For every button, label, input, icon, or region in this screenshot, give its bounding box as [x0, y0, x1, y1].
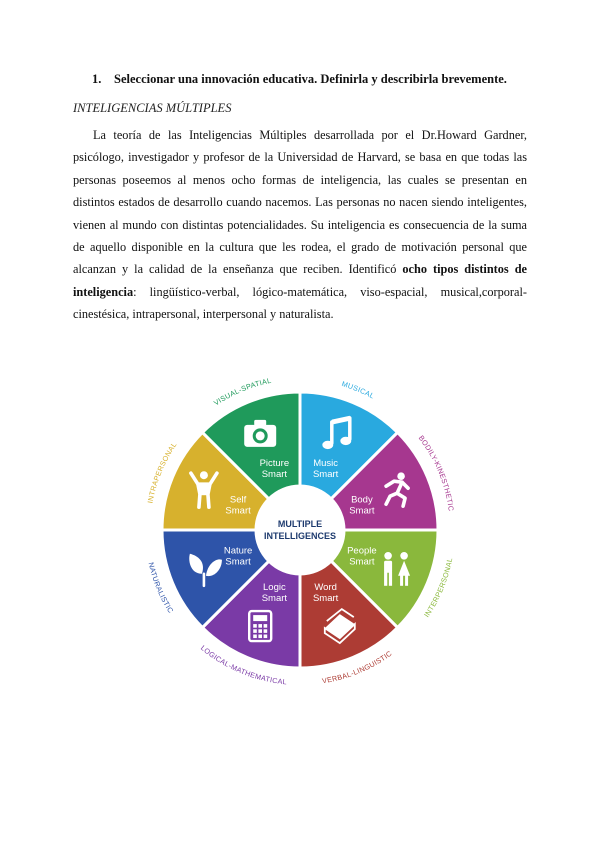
segment-sublabel: Smart	[225, 505, 251, 517]
multiple-intelligences-wheel	[140, 370, 460, 690]
segment-outer-label: NATURALISTIC	[146, 561, 176, 615]
segment-sublabel: Smart	[312, 592, 339, 604]
wheel-graphic	[140, 370, 460, 690]
segment-outer-label: MUSICAL	[340, 379, 377, 401]
center-circle	[258, 488, 342, 572]
section-heading	[92, 72, 507, 87]
segment-outer-label: BODILY-KINESTHETIC	[416, 433, 456, 512]
heading-number: 1.	[92, 72, 102, 86]
segment-label: Picture	[259, 458, 290, 470]
heading-text: Seleccionar una innovación educativa. Definirla y describirla brevemente.	[114, 72, 507, 86]
segment-label: People	[347, 545, 377, 557]
segment-label: Body	[351, 494, 373, 506]
segment-label: Nature	[223, 545, 253, 557]
segment-label: Word	[314, 581, 337, 593]
segment-outer-label: LOGICAL-MATHEMATICAL	[198, 643, 288, 687]
segment-sublabel: Smart	[349, 556, 375, 568]
paragraph-text-end: : lingüístico-verbal, lógico-matemática, viso-espacial, musical,corporal-cinestésica, intrapersonal, interpersonal y naturalista.	[73, 284, 527, 322]
center-title-line1: MULTIPLE	[277, 519, 323, 529]
paragraph-text-start: La teoría de las Inteligencias Múltiples desarrollada por el Dr.Howard Gardner, psicólogo, investigador y profesor de la Universidad de Harvard, se basa en que todas las personas poseemos al menos ocho formas de inteligencia, las cuales se presentan en distintos estados de desarrollo cuando nacemos. Las personas no nacen siendo inteligentes, vienen al mundo con distintas potencialidades. Su inteligencia es consecuencia de la suma de aquello disponible en la cultura que les rodea, el grado de motivación personal que alcanzan y la calidad de la enseñanza que reciben. Identificó	[73, 128, 527, 277]
segment-sublabel: Smart	[261, 469, 288, 481]
segment-outer-label: INTRAPERSONAL	[145, 440, 179, 505]
segment-label: Logic	[263, 581, 286, 593]
segment-outer-label: VERBAL-LINGUISTIC	[321, 648, 394, 686]
segment-outer-label: VISUAL-SPATIAL	[212, 375, 273, 408]
segment-sublabel: Smart	[312, 469, 339, 481]
segment-label: Self	[229, 494, 247, 506]
segment-sublabel: Smart	[349, 505, 375, 517]
section-subtitle: INTELIGENCIAS MÚLTIPLES	[73, 101, 232, 115]
center-title-line2: INTELLIGENCES	[263, 531, 337, 541]
segment-sublabel: Smart	[261, 592, 288, 604]
segment-sublabel: Smart	[225, 556, 251, 568]
segment-outer-label: INTERPERSONAL	[421, 556, 455, 619]
body-paragraph	[73, 124, 527, 326]
paragraph-bold-phrase: ocho tipos distintos de inteligencia	[73, 262, 527, 299]
segment-label: Music	[313, 458, 339, 470]
